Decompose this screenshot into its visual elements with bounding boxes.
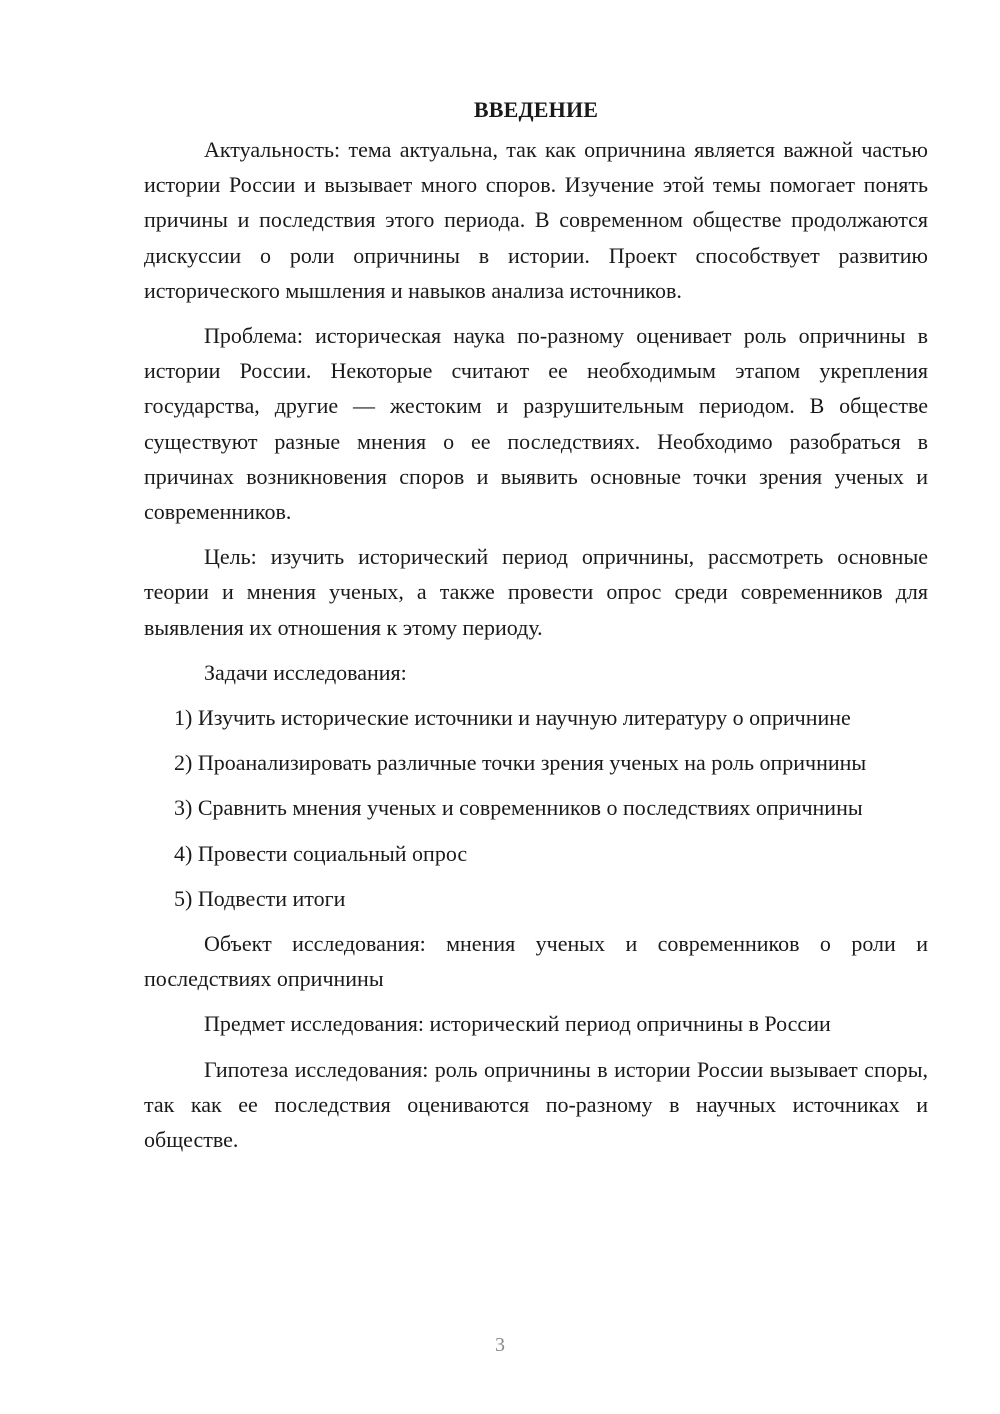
hypothesis-paragraph: Гипотеза исследования: роль опричнины в истории России вызывает споры, так как ее последствия оцениваются по-разному в научных источниках и обществе. xyxy=(144,1056,928,1153)
task-item: 3) Сравнить мнения ученых и современников о последствиях опричнины xyxy=(174,795,863,821)
task-item: 2) Проанализировать различные точки зрения ученых на роль опричнины xyxy=(174,750,867,776)
document-page xyxy=(144,92,928,1167)
task-item: 1) Изучить исторические источники и научную литературу о опричнине xyxy=(174,705,851,731)
task-item: 4) Провести социальный опрос xyxy=(174,840,468,866)
problem-paragraph: Проблема: историческая наука по-разному оценивает роль опричнины в истории России. Некоторые считают ее необходимым этапом укрепления государства, другие — жестоким и разрушительным периодом. В обществе существуют разные мнения о ее последствиях. Необходимо разобраться в причинах возникновения споров и выявить основные точки зрения ученых и современников. xyxy=(144,323,928,525)
tasks-list xyxy=(144,700,928,916)
goal-paragraph: Цель: изучить исторический период опричнины, рассмотреть основные теории и мнения ученых, а также провести опрос среди современников для выявления их отношения к этому периоду. xyxy=(144,544,928,640)
page-number: 3 xyxy=(495,1334,505,1356)
relevance-paragraph: Актуальность: тема актуальна, так как опричнина является важной частью истории России и вызывает много споров. Изучение этой темы помогает понять причины и последствия этого периода. В современном обществе продолжаются дискуссии о роли опричнины в истории. Проект способствует развитию исторического мышления и навыков анализа источников. xyxy=(144,137,928,303)
tasks-heading: Задачи исследования: xyxy=(204,659,407,685)
task-item: 5) Подвести итоги xyxy=(174,885,346,911)
subject-paragraph: Предмет исследования: исторический период опричнины в России xyxy=(204,1011,831,1037)
object-paragraph: Объект исследования: мнения ученых и современников о роли и последствиях опричнины xyxy=(144,931,928,992)
page-title: ВВЕДЕНИЕ xyxy=(473,97,599,122)
